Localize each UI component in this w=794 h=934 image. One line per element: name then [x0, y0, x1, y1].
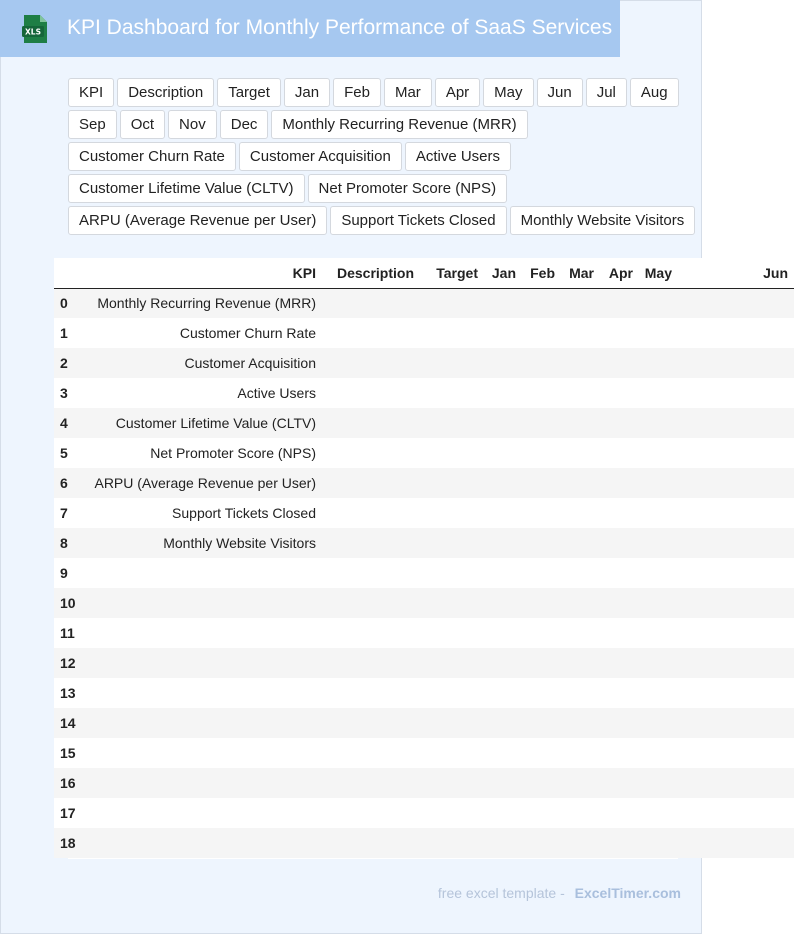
value-cell	[678, 618, 794, 648]
excel-file-icon	[20, 14, 50, 44]
value-cell	[322, 558, 420, 588]
value-cell	[484, 678, 522, 708]
column-chip[interactable]: Dec	[220, 110, 269, 139]
kpi-cell	[74, 588, 322, 618]
value-cell	[522, 498, 561, 528]
kpi-cell: Customer Churn Rate	[74, 318, 322, 348]
value-cell	[561, 828, 600, 858]
value-cell	[322, 738, 420, 768]
value-cell	[322, 528, 420, 558]
value-cell	[484, 348, 522, 378]
footer-prefix: free excel template -	[437, 885, 565, 901]
value-cell	[322, 468, 420, 498]
value-cell	[600, 648, 639, 678]
value-cell	[420, 798, 484, 828]
column-header: Apr	[600, 258, 639, 288]
value-cell	[678, 678, 794, 708]
column-chip[interactable]: Net Promoter Score (NPS)	[308, 174, 508, 203]
value-cell	[484, 588, 522, 618]
table-row	[54, 558, 794, 588]
value-cell	[484, 618, 522, 648]
kpi-cell: ARPU (Average Revenue per User)	[74, 468, 322, 498]
value-cell	[561, 678, 600, 708]
row-index: 14	[54, 708, 74, 738]
column-header: Target	[420, 258, 484, 288]
value-cell	[322, 588, 420, 618]
value-cell	[484, 468, 522, 498]
value-cell	[522, 768, 561, 798]
value-cell	[639, 528, 678, 558]
value-cell	[484, 408, 522, 438]
column-chip[interactable]: Jul	[586, 78, 627, 107]
table-row	[54, 678, 794, 708]
value-cell	[420, 558, 484, 588]
column-chip[interactable]: Feb	[333, 78, 381, 107]
value-cell	[678, 528, 794, 558]
value-cell	[600, 318, 639, 348]
value-cell	[561, 348, 600, 378]
value-cell	[420, 318, 484, 348]
value-cell	[420, 378, 484, 408]
value-cell	[420, 288, 484, 318]
value-cell	[639, 318, 678, 348]
value-cell	[561, 708, 600, 738]
value-cell	[678, 288, 794, 318]
value-cell	[600, 408, 639, 438]
value-cell	[322, 378, 420, 408]
value-cell	[322, 288, 420, 318]
value-cell	[522, 708, 561, 738]
value-cell	[484, 708, 522, 738]
table-row	[54, 318, 794, 348]
value-cell	[484, 828, 522, 858]
value-cell	[678, 708, 794, 738]
column-chip[interactable]: Apr	[435, 78, 480, 107]
value-cell	[322, 678, 420, 708]
value-cell	[420, 408, 484, 438]
table-row	[54, 378, 794, 408]
column-chip[interactable]: Target	[217, 78, 281, 107]
value-cell	[484, 768, 522, 798]
row-index: 10	[54, 588, 74, 618]
column-chip[interactable]: Customer Lifetime Value (CLTV)	[68, 174, 305, 203]
row-index: 16	[54, 768, 74, 798]
value-cell	[678, 438, 794, 468]
table-header-row	[54, 258, 794, 288]
table-row	[54, 288, 794, 318]
value-cell	[561, 288, 600, 318]
value-cell	[522, 798, 561, 828]
value-cell	[639, 708, 678, 738]
value-cell	[522, 678, 561, 708]
value-cell	[484, 648, 522, 678]
kpi-cell	[74, 768, 322, 798]
value-cell	[639, 348, 678, 378]
row-index: 1	[54, 318, 74, 348]
value-cell	[522, 558, 561, 588]
value-cell	[522, 438, 561, 468]
kpi-cell: Monthly Website Visitors	[74, 528, 322, 558]
value-cell	[639, 438, 678, 468]
kpi-table-container[interactable]	[60, 258, 788, 859]
index-header	[54, 258, 74, 288]
column-chip[interactable]: May	[483, 78, 533, 107]
value-cell	[484, 288, 522, 318]
value-cell	[420, 498, 484, 528]
value-cell	[561, 648, 600, 678]
value-cell	[522, 618, 561, 648]
column-chip[interactable]: Oct	[120, 110, 165, 139]
row-index: 0	[54, 288, 74, 318]
value-cell	[420, 678, 484, 708]
value-cell	[484, 738, 522, 768]
value-cell	[600, 438, 639, 468]
table-row	[54, 348, 794, 378]
footer-brand-link[interactable]: ExcelTimer.com	[574, 885, 681, 901]
table-row	[54, 618, 794, 648]
value-cell	[522, 408, 561, 438]
value-cell	[322, 828, 420, 858]
value-cell	[522, 528, 561, 558]
table-row	[54, 708, 794, 738]
value-cell	[600, 708, 639, 738]
column-chip[interactable]: Customer Acquisition	[239, 142, 402, 171]
kpi-cell: Customer Acquisition	[74, 348, 322, 378]
value-cell	[522, 378, 561, 408]
value-cell	[600, 348, 639, 378]
value-cell	[639, 738, 678, 768]
value-cell	[420, 708, 484, 738]
value-cell	[639, 768, 678, 798]
value-cell	[420, 348, 484, 378]
kpi-cell: Active Users	[74, 378, 322, 408]
row-index: 18	[54, 828, 74, 858]
table-row	[54, 828, 794, 858]
value-cell	[600, 588, 639, 618]
value-cell	[420, 738, 484, 768]
column-chip[interactable]: Mar	[384, 78, 432, 107]
value-cell	[561, 408, 600, 438]
column-header: Description	[322, 258, 420, 288]
value-cell	[522, 828, 561, 858]
column-chip[interactable]: Monthly Recurring Revenue (MRR)	[271, 110, 527, 139]
value-cell	[600, 678, 639, 708]
value-cell	[322, 648, 420, 678]
value-cell	[678, 348, 794, 378]
value-cell	[678, 648, 794, 678]
table-row	[54, 768, 794, 798]
value-cell	[678, 588, 794, 618]
column-chip[interactable]: KPI	[68, 78, 114, 107]
kpi-cell: Customer Lifetime Value (CLTV)	[74, 408, 322, 438]
value-cell	[639, 558, 678, 588]
row-index: 15	[54, 738, 74, 768]
xls-icon-label: XLS	[25, 27, 41, 37]
row-index: 2	[54, 348, 74, 378]
value-cell	[522, 318, 561, 348]
row-index: 13	[54, 678, 74, 708]
value-cell	[522, 588, 561, 618]
row-index: 3	[54, 378, 74, 408]
kpi-cell	[74, 828, 322, 858]
column-chip[interactable]: Customer Churn Rate	[68, 142, 236, 171]
column-chip[interactable]: Support Tickets Closed	[330, 206, 506, 235]
value-cell	[678, 378, 794, 408]
value-cell	[522, 348, 561, 378]
value-cell	[322, 618, 420, 648]
value-cell	[678, 798, 794, 828]
kpi-cell: Monthly Recurring Revenue (MRR)	[74, 288, 322, 318]
table-row	[54, 738, 794, 768]
value-cell	[639, 588, 678, 618]
value-cell	[484, 528, 522, 558]
value-cell	[522, 738, 561, 768]
row-index: 5	[54, 438, 74, 468]
value-cell	[678, 768, 794, 798]
value-cell	[678, 558, 794, 588]
column-chip[interactable]: Jan	[284, 78, 330, 107]
column-chip-list	[68, 78, 698, 235]
table-row	[54, 498, 794, 528]
value-cell	[678, 318, 794, 348]
table-row	[54, 438, 794, 468]
value-cell	[522, 648, 561, 678]
value-cell	[600, 768, 639, 798]
column-header: May	[639, 258, 678, 288]
value-cell	[420, 468, 484, 498]
value-cell	[678, 828, 794, 858]
value-cell	[639, 798, 678, 828]
table-row	[54, 588, 794, 618]
value-cell	[639, 678, 678, 708]
value-cell	[639, 468, 678, 498]
kpi-cell	[74, 678, 322, 708]
value-cell	[322, 438, 420, 468]
row-index: 4	[54, 408, 74, 438]
value-cell	[522, 468, 561, 498]
column-chip[interactable]: ARPU (Average Revenue per User)	[68, 206, 327, 235]
value-cell	[600, 798, 639, 828]
value-cell	[600, 618, 639, 648]
value-cell	[561, 618, 600, 648]
value-cell	[561, 798, 600, 828]
kpi-cell	[74, 648, 322, 678]
table-row	[54, 408, 794, 438]
footer-credit	[438, 885, 681, 901]
table-row	[54, 528, 794, 558]
value-cell	[484, 498, 522, 528]
value-cell	[561, 558, 600, 588]
value-cell	[678, 738, 794, 768]
value-cell	[600, 738, 639, 768]
value-cell	[420, 528, 484, 558]
value-cell	[639, 378, 678, 408]
row-index: 6	[54, 468, 74, 498]
value-cell	[484, 318, 522, 348]
value-cell	[420, 828, 484, 858]
row-index: 8	[54, 528, 74, 558]
value-cell	[561, 498, 600, 528]
value-cell	[484, 378, 522, 408]
kpi-cell	[74, 798, 322, 828]
table-row	[54, 648, 794, 678]
value-cell	[639, 408, 678, 438]
column-chip[interactable]: Active Users	[405, 142, 511, 171]
row-index: 9	[54, 558, 74, 588]
row-index: 7	[54, 498, 74, 528]
value-cell	[639, 288, 678, 318]
value-cell	[484, 558, 522, 588]
value-cell	[639, 828, 678, 858]
kpi-cell: Net Promoter Score (NPS)	[74, 438, 322, 468]
value-cell	[322, 768, 420, 798]
value-cell	[484, 438, 522, 468]
column-header: KPI	[74, 258, 322, 288]
value-cell	[600, 558, 639, 588]
value-cell	[420, 438, 484, 468]
value-cell	[322, 348, 420, 378]
column-header: Jan	[484, 258, 522, 288]
value-cell	[561, 378, 600, 408]
column-header: Mar	[561, 258, 600, 288]
value-cell	[420, 588, 484, 618]
table-row	[54, 468, 794, 498]
row-index: 11	[54, 618, 74, 648]
row-index: 17	[54, 798, 74, 828]
header-banner	[0, 0, 620, 57]
page-title: KPI Dashboard for Monthly Performance of SaaS Services	[67, 16, 613, 39]
column-chip[interactable]: Jun	[537, 78, 583, 107]
value-cell	[600, 378, 639, 408]
column-chip[interactable]: Sep	[68, 110, 117, 139]
value-cell	[639, 618, 678, 648]
column-header: Feb	[522, 258, 561, 288]
value-cell	[561, 318, 600, 348]
value-cell	[522, 288, 561, 318]
kpi-table	[54, 258, 794, 858]
kpi-cell	[74, 558, 322, 588]
value-cell	[322, 318, 420, 348]
value-cell	[639, 498, 678, 528]
value-cell	[600, 288, 639, 318]
value-cell	[322, 798, 420, 828]
value-cell	[561, 588, 600, 618]
kpi-cell: Support Tickets Closed	[74, 498, 322, 528]
value-cell	[639, 648, 678, 678]
value-cell	[600, 528, 639, 558]
kpi-cell	[74, 738, 322, 768]
value-cell	[420, 768, 484, 798]
value-cell	[561, 528, 600, 558]
value-cell	[678, 468, 794, 498]
kpi-cell	[74, 618, 322, 648]
kpi-cell	[74, 708, 322, 738]
value-cell	[322, 408, 420, 438]
column-chip[interactable]: Description	[117, 78, 214, 107]
value-cell	[600, 828, 639, 858]
value-cell	[600, 498, 639, 528]
column-header: Jun	[678, 258, 794, 288]
value-cell	[322, 498, 420, 528]
value-cell	[322, 708, 420, 738]
value-cell	[420, 618, 484, 648]
value-cell	[561, 738, 600, 768]
value-cell	[678, 408, 794, 438]
value-cell	[678, 498, 794, 528]
value-cell	[600, 468, 639, 498]
value-cell	[484, 798, 522, 828]
column-chip[interactable]: Monthly Website Visitors	[510, 206, 696, 235]
value-cell	[561, 438, 600, 468]
column-chip[interactable]: Nov	[168, 110, 217, 139]
column-chip[interactable]: Aug	[630, 78, 679, 107]
row-index: 12	[54, 648, 74, 678]
table-row	[54, 798, 794, 828]
value-cell	[420, 648, 484, 678]
value-cell	[561, 768, 600, 798]
value-cell	[561, 468, 600, 498]
table-body	[54, 288, 794, 858]
